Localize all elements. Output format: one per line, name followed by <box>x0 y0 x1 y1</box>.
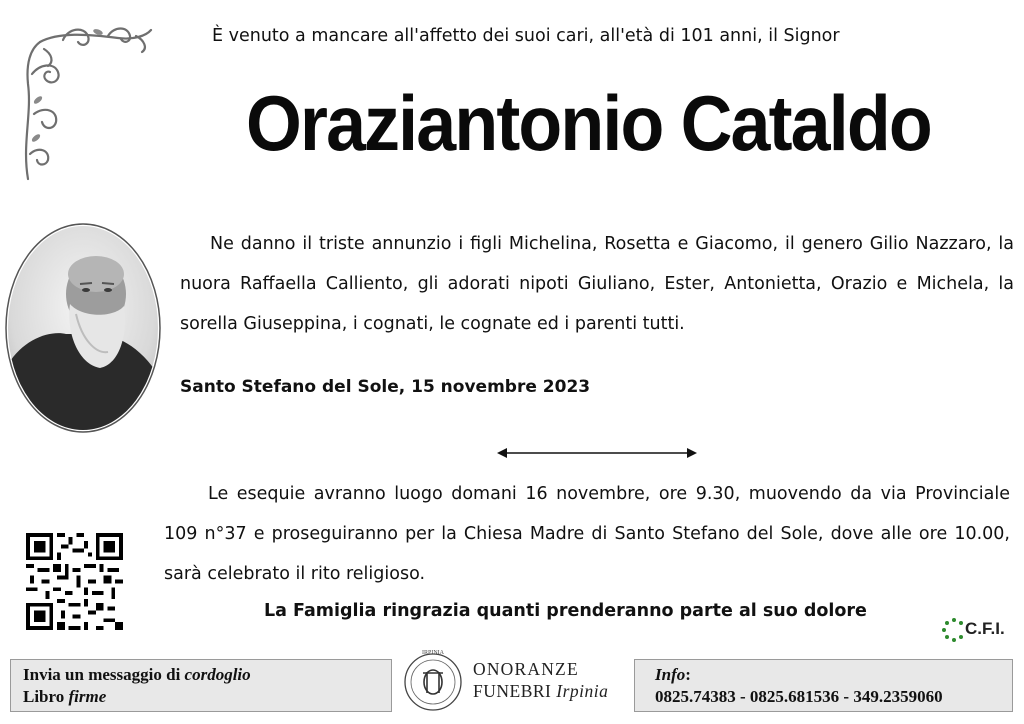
guestbook-link[interactable] <box>23 686 379 708</box>
condolence-link[interactable] <box>23 664 379 686</box>
seal-text: IRPINIA <box>422 650 444 656</box>
guestbook-label: Libro <box>23 687 69 706</box>
cfi-logo-text: C.F.I. <box>965 619 1005 638</box>
qr-code-icon[interactable] <box>26 533 123 630</box>
guestbook-label-italic: firme <box>68 687 107 706</box>
announcement-text: Ne danno il triste annunzio i figli Michelina, Rosetta e Giacomo, il genero Gilio Nazzaro, la nuora Raffaella Calliento, gli adorati nipoti Giuliano, Ester, Antonietta, Orazio e Michela, la sorella Giuseppina, i cognati, le cognate ed i parenti tutti. <box>180 234 1014 334</box>
info-box <box>634 659 1013 712</box>
brand-line2 <box>473 681 608 701</box>
intro-text: È venuto a mancare all'affetto dei suoi cari, all'età di 101 anni, il Signor <box>212 26 840 46</box>
condolence-label: Invia un messaggio di <box>23 665 185 684</box>
condolence-box[interactable] <box>10 659 392 712</box>
portrait-photo <box>4 222 162 435</box>
double-arrow-divider-icon <box>495 446 699 460</box>
phone-numbers[interactable]: 0825.74383 - 0825.681536 - 349.2359060 <box>655 687 943 706</box>
funeral-text: Le esequie avranno luogo domani 16 novembre, ore 9.30, muovendo da via Provinciale 109 n°37 e proseguiranno per la Chiesa Madre di Santo Stefano del Sole, dove alle ore 10.00, sarà celebrato il rito religioso. <box>164 484 1010 584</box>
cfi-logo-icon <box>940 616 1016 652</box>
condolence-label-italic: cordoglio <box>184 665 251 684</box>
deceased-name: Oraziantonio Cataldo <box>246 79 931 167</box>
decorative-scroll-icon <box>18 14 158 189</box>
info-label: Info <box>655 665 686 684</box>
brand-line1: ONORANZE <box>473 659 579 679</box>
thanks-text: La Famiglia ringrazia quanti prenderanno parte al suo dolore <box>264 601 867 621</box>
brand-line2-prefix: FUNEBRI <box>473 681 557 701</box>
brand-line2-italic: Irpinia <box>556 681 609 701</box>
funeral-home-seal-icon <box>402 646 464 714</box>
info-colon: : <box>685 665 691 684</box>
announcement-paragraph <box>180 224 1014 344</box>
funeral-home-name <box>473 658 608 702</box>
info-label-line <box>655 664 992 686</box>
place-date: Santo Stefano del Sole, 15 novembre 2023 <box>180 377 591 397</box>
funeral-paragraph <box>164 474 1010 594</box>
